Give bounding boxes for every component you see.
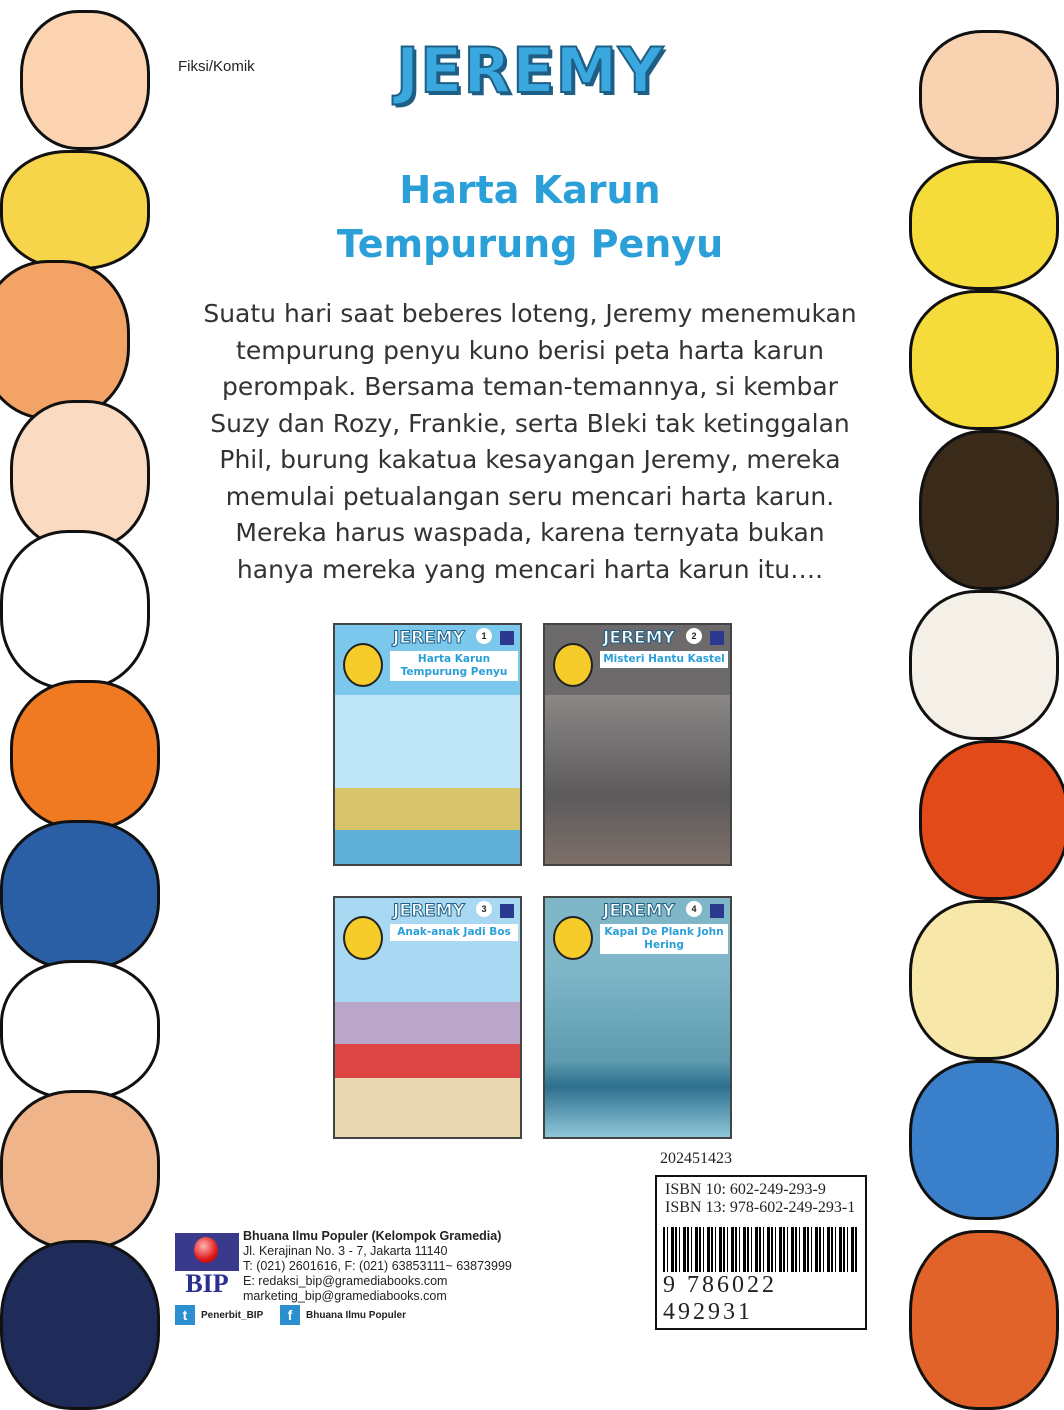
book-series: JEREMY (603, 628, 675, 648)
publisher-name: Bhuana Ilmu Populer (Kelompok Gramedia) (243, 1229, 502, 1243)
left-character-illustrations (0, 0, 175, 1410)
publisher-email: E: redaksi_bip@gramediabooks.com (243, 1274, 448, 1288)
bip-logo-icon (500, 904, 514, 918)
twitter-handle: t Penerbit_BIP (175, 1305, 263, 1325)
publisher-address: Jl. Kerajinan No. 3 - 7, Jakarta 11140 (243, 1244, 448, 1258)
isbn-13: ISBN 13: 978-602-249-293-1 (665, 1199, 856, 1216)
facebook-icon: f (280, 1305, 300, 1325)
jeremy-face-icon (343, 643, 383, 687)
book-title: Misteri Hantu Kastel (600, 651, 728, 668)
genre-label: Fiksi/Komik (178, 58, 255, 75)
book-number: 4 (686, 901, 702, 917)
book-title: Kapal De Plank John Hering (600, 924, 728, 954)
book-title: Anak-anak Jadi Bos (390, 924, 518, 941)
catalog-number: 202451423 (660, 1150, 732, 1167)
synopsis: Suatu hari saat beberes loteng, Jeremy menemukan tempurung penyu kuno berisi peta harta karun perompak. Bersama teman-temannya, si kembar Suzy dan Rozy, Frankie, serta Bleki tak ketinggalan Phil, burung kakatua kesayangan Jeremy, mereka memulai petualangan seru mencari harta karun. Mereka harus waspada, karena ternyata bukan hanya mereka yang mencari harta karun itu…. (203, 299, 857, 584)
bip-logo-icon (710, 904, 724, 918)
isbn-barcode-box (655, 1175, 867, 1330)
book-series: JEREMY (393, 901, 465, 921)
book-number: 2 (686, 628, 702, 644)
book-thumbnail-1 (333, 623, 522, 866)
book-subtitle-line2: Tempurung Penyu (336, 222, 724, 266)
publisher-phone: T: (021) 2601616, F: (021) 63853111~ 63873999 (243, 1259, 512, 1273)
twitter-icon: t (175, 1305, 195, 1325)
bip-publisher-logo: BIP (175, 1233, 239, 1297)
book-series: JEREMY (393, 628, 465, 648)
book-series: JEREMY (603, 901, 675, 921)
book-thumbnail-4 (543, 896, 732, 1139)
bip-logo-icon (710, 631, 724, 645)
right-character-illustrations (899, 0, 1064, 1410)
book-number: 3 (476, 901, 492, 917)
book-title: Harta Karun Tempurung Penyu (390, 651, 518, 681)
jeremy-face-icon (343, 916, 383, 960)
book-thumbnail-2 (543, 623, 732, 866)
jeremy-face-icon (553, 916, 593, 960)
book-subtitle-line1: Harta Karun (399, 168, 661, 212)
book-number: 1 (476, 628, 492, 644)
book-thumbnail-3 (333, 896, 522, 1139)
facebook-page: f Bhuana Ilmu Populer (280, 1305, 406, 1325)
series-title: JEREMY (395, 34, 665, 107)
bip-logo-icon (500, 631, 514, 645)
isbn-10: ISBN 10: 602-249-293-9 (665, 1181, 826, 1198)
publisher-marketing-email: marketing_bip@gramediabooks.com (243, 1289, 447, 1303)
jeremy-face-icon (553, 643, 593, 687)
barcode-number: 9 786022 492931 (661, 1272, 865, 1326)
